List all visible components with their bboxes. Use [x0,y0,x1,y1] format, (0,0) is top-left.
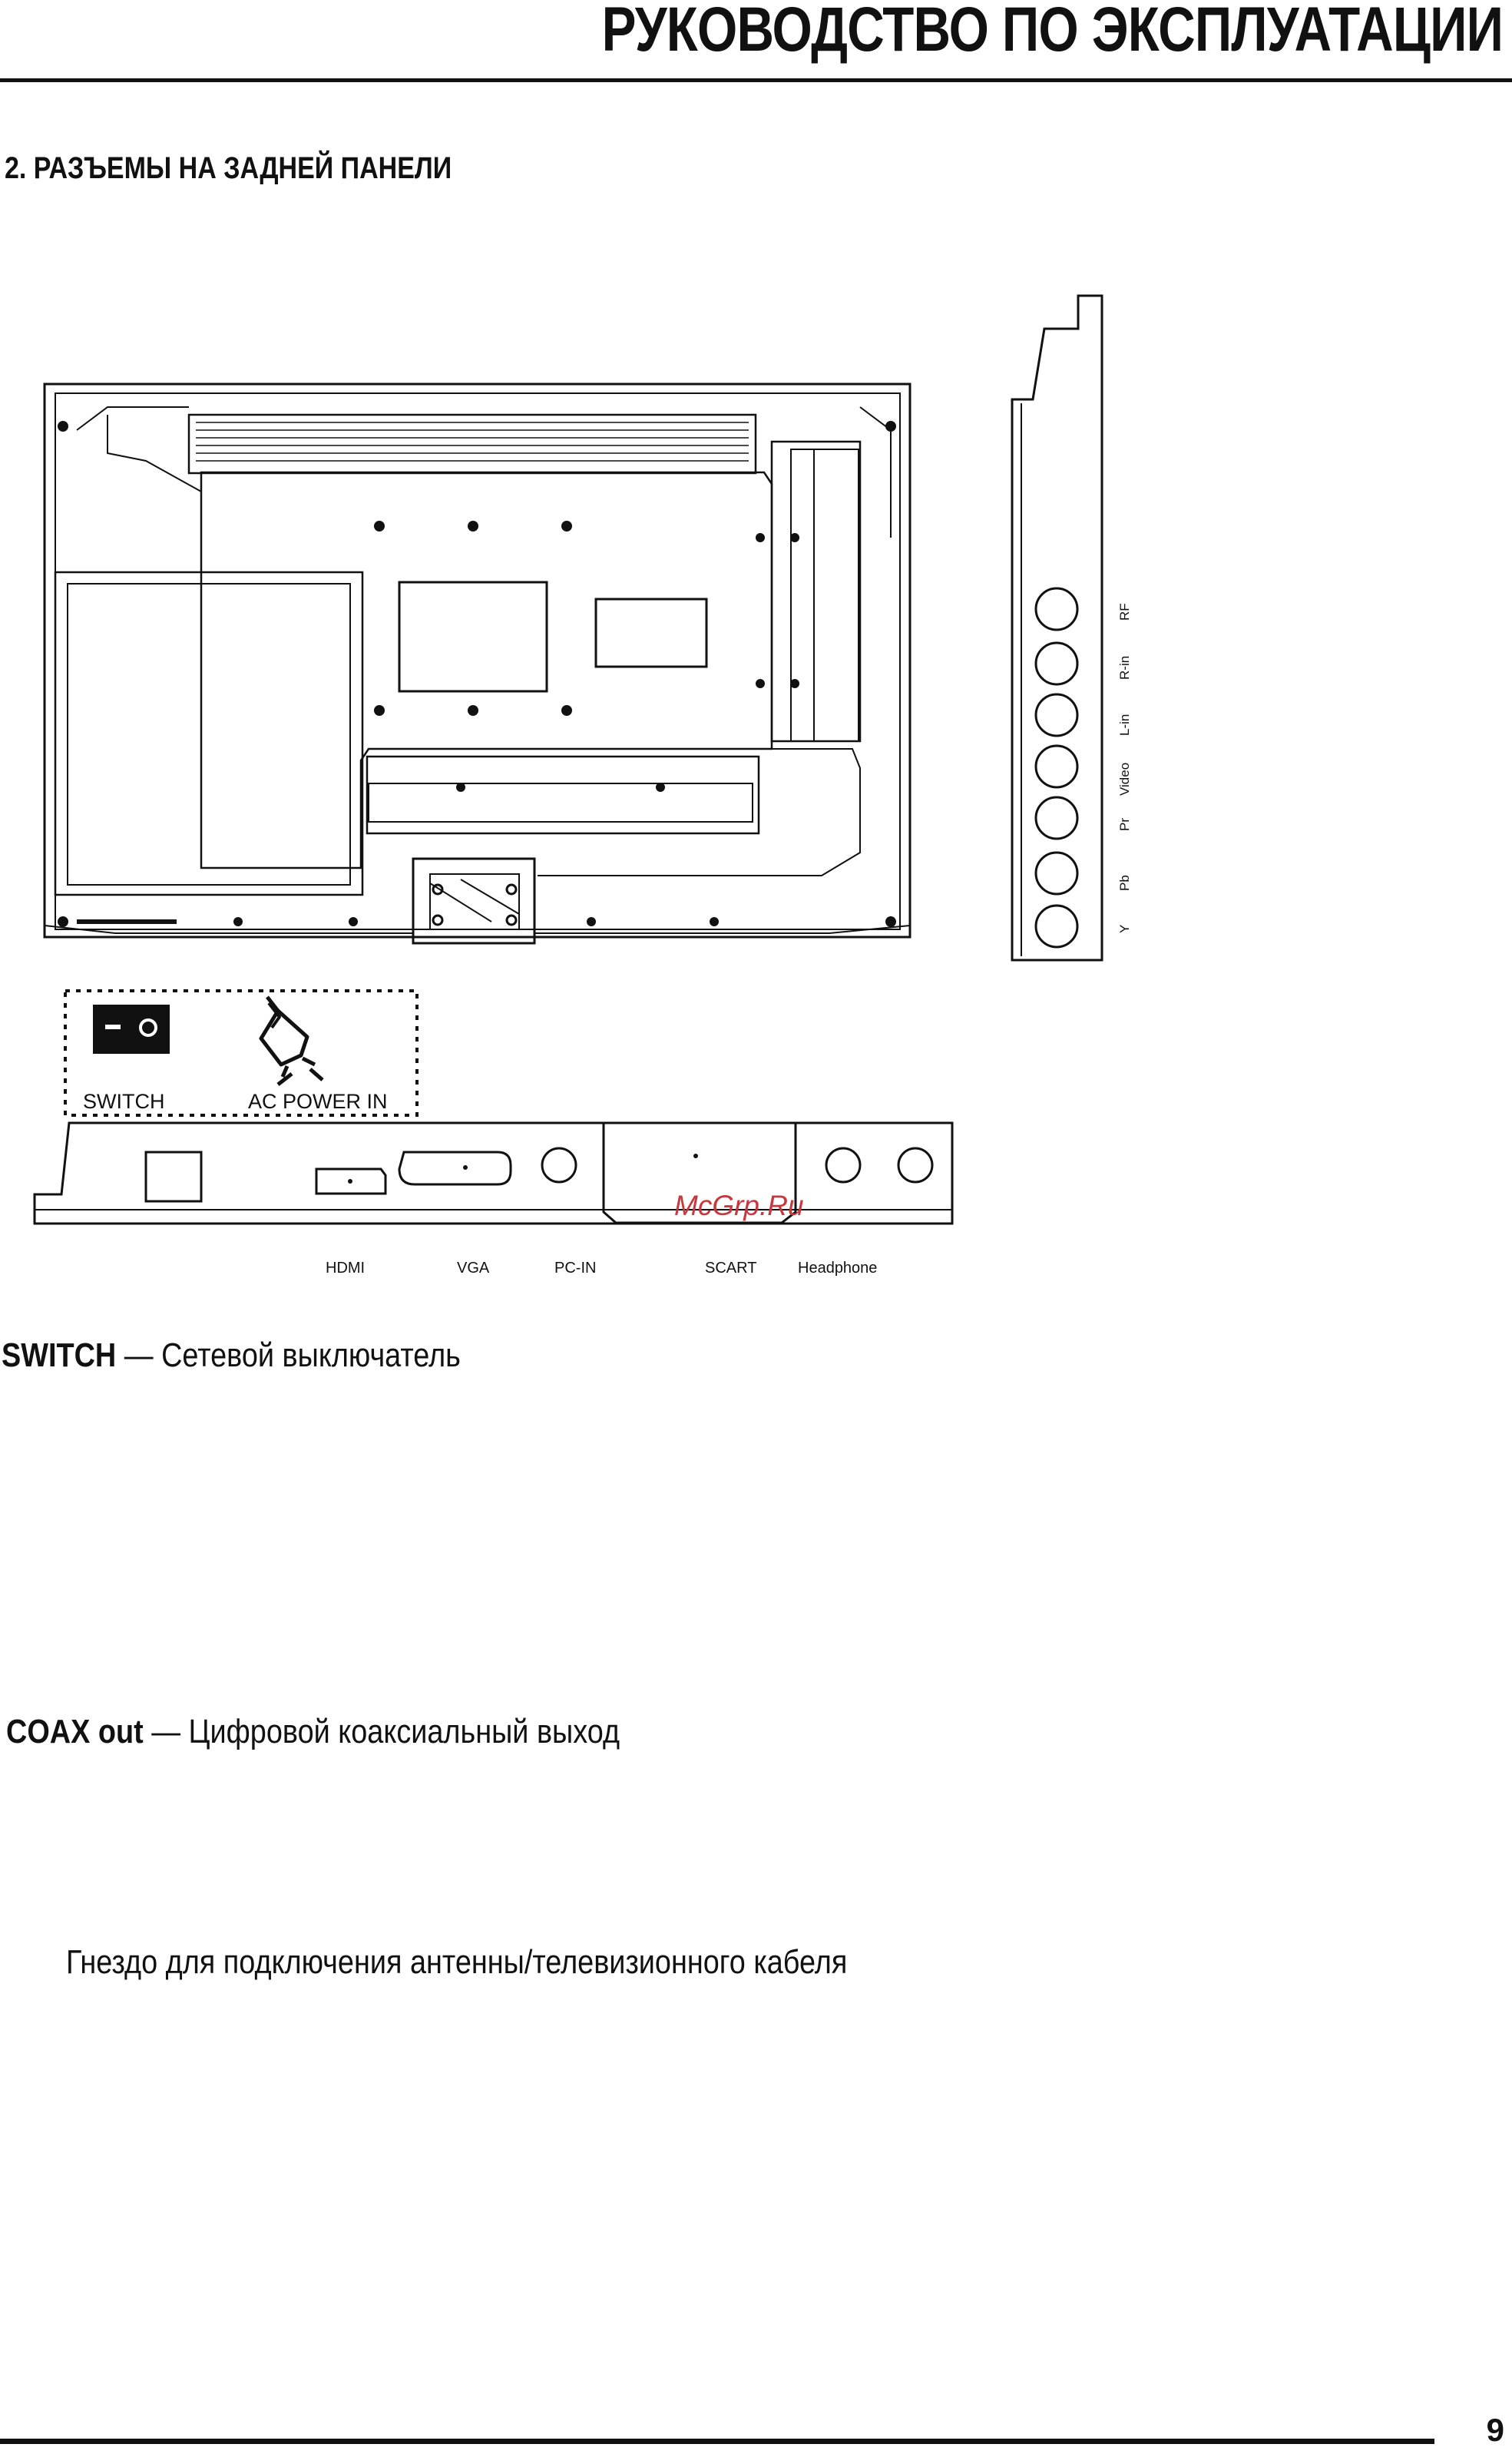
description-term: COAX out [6,1713,144,1750]
side-port-label: RF [1117,603,1132,621]
bottom-port-labels [326,1260,877,1277]
side-port-label: Pb [1117,875,1132,891]
power-socket-icon [146,1152,201,1201]
description-text: Гнездо для подключения антенны/телевизионного кабеля [66,1943,848,1981]
section-heading: 2. РАЗЪЕМЫ НА ЗАДНЕЙ ПАНЕЛИ [5,151,452,185]
pc-in-port-icon [542,1148,576,1182]
vga-port-icon [399,1152,511,1184]
port-label-hdmi: HDMI [326,1260,366,1277]
description-switch [2,1336,461,1375]
bottom-panel-illustration [35,1123,952,1224]
rear-panel-diagram [0,277,1512,1298]
tv-back-illustration [45,384,910,943]
ac-power-label: AC POWER IN [248,1090,388,1113]
port-label-scart: SCART [705,1260,757,1277]
footer-rule [0,2439,1434,2444]
description-antenna [66,1943,847,1982]
watermark: McGrp.Ru [674,1190,804,1221]
side-port-jacks [1036,588,1077,947]
switch-icon [93,1005,170,1054]
description-text: — Цифровой коаксиальный выход [143,1713,620,1750]
description-term: SWITCH [2,1336,117,1374]
side-port-label: Video [1117,762,1132,796]
side-port-labels [1117,603,1132,933]
side-panel-illustration [1012,296,1102,960]
mounting-screws [58,421,896,927]
side-port-label: R-in [1117,655,1132,680]
coax-port-icon [898,1148,932,1182]
header-rule [0,78,1512,82]
side-port-label: Y [1117,924,1132,933]
page-number: 9 [1486,2412,1504,2448]
side-port-label: L-in [1117,714,1132,736]
description-text: — Сетевой выключатель [116,1336,461,1374]
document-title: РУКОВОДСТВО ПО ЭКСПЛУАТАЦИИ [601,0,1503,65]
side-port-label: Pr [1117,818,1132,831]
port-label-headphone: Headphone [798,1260,878,1277]
description-coax [6,1713,620,1751]
page-header [0,0,1512,84]
power-plug-icon [261,997,323,1085]
switch-label: SWITCH [83,1090,165,1113]
headphone-port-icon [826,1148,860,1182]
port-label-vga: VGA [457,1260,490,1277]
port-label-pc-in: PC-IN [554,1260,597,1277]
